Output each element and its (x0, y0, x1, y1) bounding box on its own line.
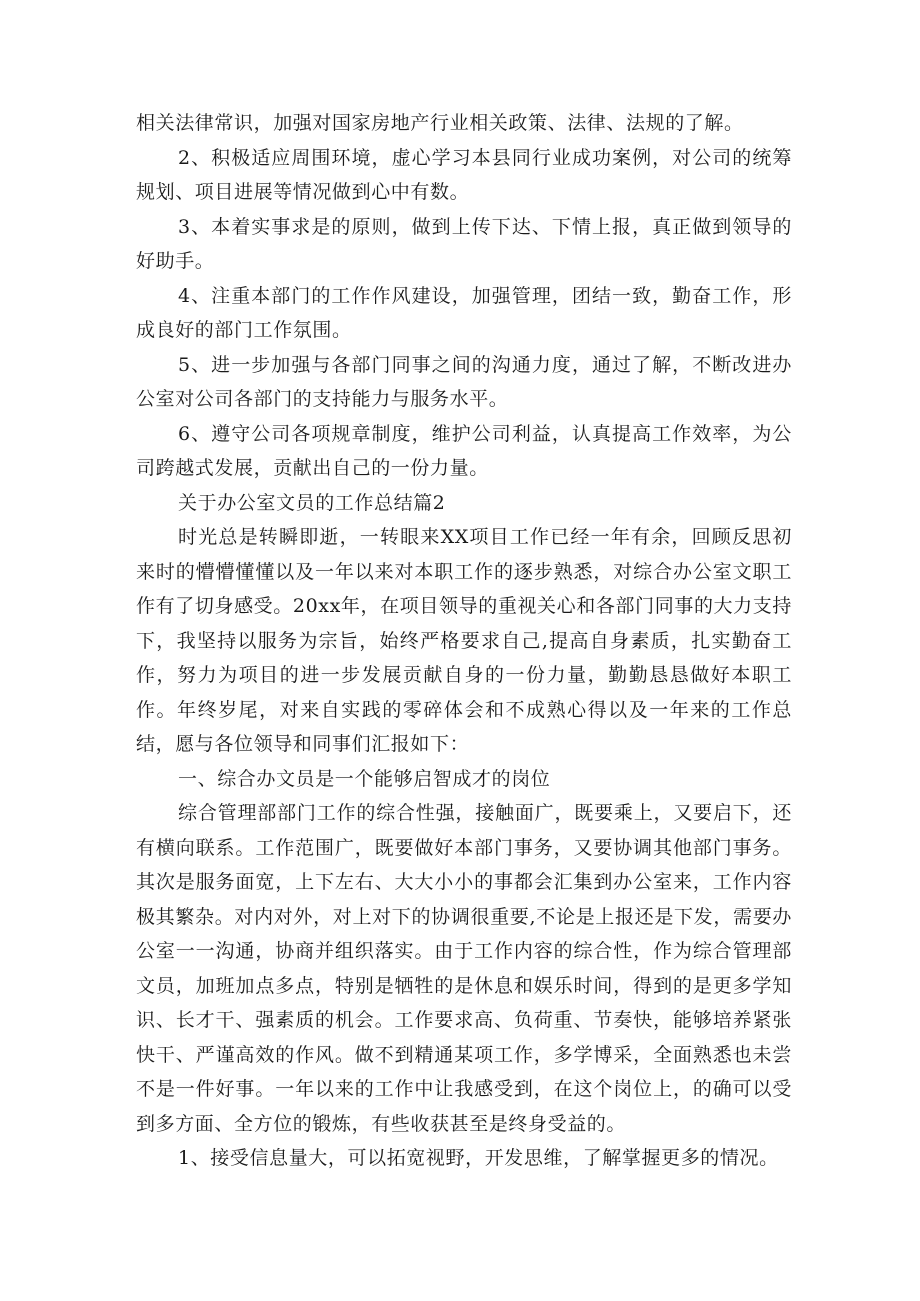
paragraph-intro: 时光总是转瞬即逝，一转眼来XX项目工作已经一年有余，回顾反思初来时的懵懵懂懂以及一年以来对本职工作的逐步熟悉，对综合办公室文职工作有了切身感受。20xx年，在项目领导的重视关心和各部门同事的大力支持下，我坚持以服务为宗旨，始终严格要求自己,提高自身素质，扎实勤奋工作，努力为项目的进一步发展贡献自身的一份力量，勤勤恳恳做好本职工作。年终岁尾，对来自实践的零碎体会和不成熟心得以及一年来的工作总结，愿与各位领导和同事们汇报如下： (136, 526, 792, 755)
paragraph-body: 综合管理部部门工作的综合性强，接触面广，既要乘上，又要启下，还有横向联系。工作范围广，既要做好本部门事务，又要协调其他部门事务。其次是服务面宽，上下左右、大大小小的事都会汇集到办公室来，工作内容极其繁杂。对内对外，对上对下的协调很重要,不论是上报还是下发，需要办公室一一沟通，协商并组织落实。由于工作内容的综合性，作为综合管理部文员，加班加点多点，特别是牺牲的是休息和娱乐时间，得到的是更多学知识、长才干、强素质的机会。工作要求高、负荷重、节奏快，能够培养紧张快干、严谨高效的作风。做不到精通某项工作，多学博采，全面熟悉也未尝不是一件好事。一年以来的工作中让我感受到，在这个岗位上，的确可以受到多方面、全方位的锻炼，有些收获甚至是终身受益的。 (136, 802, 792, 1135)
paragraph-point-1: 1、接受信息量大，可以拓宽视野，开发思维，了解掌握更多的情况。 (178, 1147, 779, 1169)
section-heading: 关于办公室文员的工作总结篇2 (178, 491, 446, 514)
paragraph-continuation: 相关法律常识，加强对国家房地产行业相关政策、法律、法规的了解。 (136, 112, 744, 134)
subsection-heading: 一、综合办文员是一个能够启智成才的岗位 (178, 767, 551, 790)
paragraph-item-6: 6、遵守公司各项规章制度，维护公司利益，认真提高工作效率，为公司跨越式发展，贡献出自己的一份力量。 (136, 422, 792, 479)
paragraph-item-4: 4、注重本部门的工作作风建设，加强管理，团结一致，勤奋工作，形成良好的部门工作氛围。 (136, 284, 792, 341)
paragraph-item-3: 3、本着实事求是的原则，做到上传下达、下情上报，真正做到领导的好助手。 (136, 215, 792, 272)
paragraph-item-2: 2、积极适应周围环境，虚心学习本县同行业成功案例，对公司的统筹规划、项目进展等情况做到心中有数。 (136, 146, 792, 203)
paragraph-item-5: 5、进一步加强与各部门同事之间的沟通力度，通过了解，不断改进办公室对公司各部门的支持能力与服务水平。 (136, 353, 792, 410)
document-body (136, 106, 792, 1176)
